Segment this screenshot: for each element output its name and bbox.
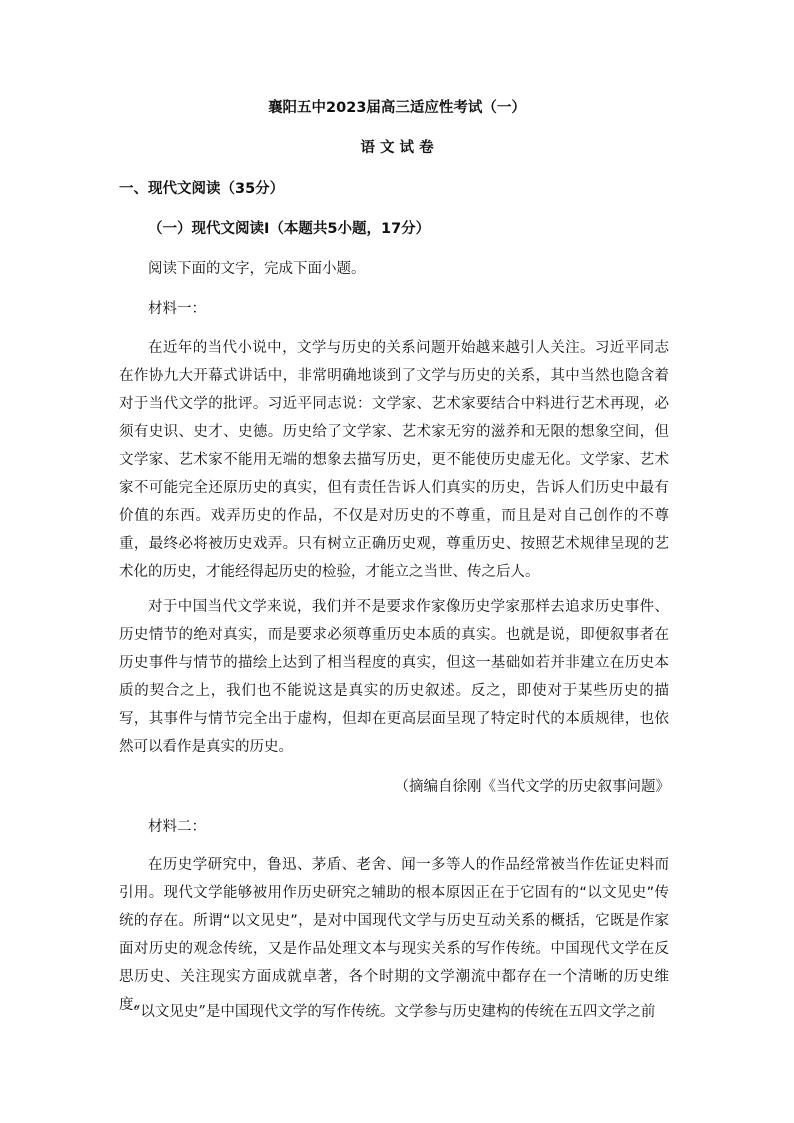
- instruction-text: 阅读下面的文字，完成下面小题。: [148, 261, 366, 277]
- section-heading: 一、现代文阅读（35分）: [119, 181, 285, 197]
- material2-paragraph: “以文见史”是中国现代文学的写作传统。文学参与历史建构的传统在五四文学之前: [133, 1004, 656, 1020]
- paper-subtitle: 语 文 试 卷: [360, 140, 434, 156]
- subsection-heading: （一）现代文阅读Ⅰ（本题共5小题，17分）: [148, 221, 431, 237]
- material1-paragraph: 对于中国当代文学来说，我们并不是要求作家像历史学家那样去追求历史事件、历史情节的绝对真实，而是要求必须尊重历史本质的真实。也就是说，即便叙事者在历史事件与情节的描绘上达到了相当程度的真实，但这一基础如若并非建立在历史本质的契合之上，我们也不能说这是真实的历史叙述。反之，即使对于某些历史的描写，其事件与情节完全出于虚构，但却在更高层面呈现了特定时代的本质规律，也依然可以看作是真实的历史。: [119, 599, 669, 755]
- material1-source: （摘编自徐刚《当代文学的历史叙事问题》: [394, 779, 670, 795]
- material1-label: 材料一：: [148, 301, 206, 317]
- material2-paragraph: 在历史学研究中，鲁迅、茅盾、老舍、闻一多等人的作品经常被当作佐证史料而引用。现代文学能够被用作历史研究之辅助的根本原因正在于它固有的“以文见史”传统的存在。所谓“以文见史”，是对中国现代文学与历史互动关系的概括，它既是作家面对历史的观念传统，又是作品处理文本与现实关系的写作传统。中国现代文学在反思历史、关注现实方面成就卓著，各个时期的文学潮流中都存在一个清晰的历史维度。: [119, 857, 669, 1013]
- exam-title: 襄阳五中2023届高三适应性考试（一）: [268, 100, 526, 116]
- material1-paragraph: 在近年的当代小说中，文学与历史的关系问题开始越来越引人关注。习近平同志在作协九大开幕式讲话中，非常明确地谈到了文学与历史的关系，其中当然也隐含着对于当代文学的批评。习近平同志说：文学家、艺术家要结合中料进行艺术再现，必须有史识、史才、史德。历史给了文学家、艺术家无穷的滋养和无限的想象空间，但文学家、艺术家不能用无端的想象去描写历史，更不能使历史虚无化。文学家、艺术家不可能完全还原历史的真实，但有责任告诉人们真实的历史，告诉人们历史中最有价值的东西。戏弄历史的作品，不仅是对历史的不尊重，而且是对自己创作的不尊重，最终必将被历史戏弄。只有树立正确历史观，尊重历史、按照艺术规律呈现的艺术化的历史，才能经得起历史的检验，才能立之当世、传之后人。: [119, 340, 669, 580]
- material2-label: 材料二：: [148, 819, 206, 835]
